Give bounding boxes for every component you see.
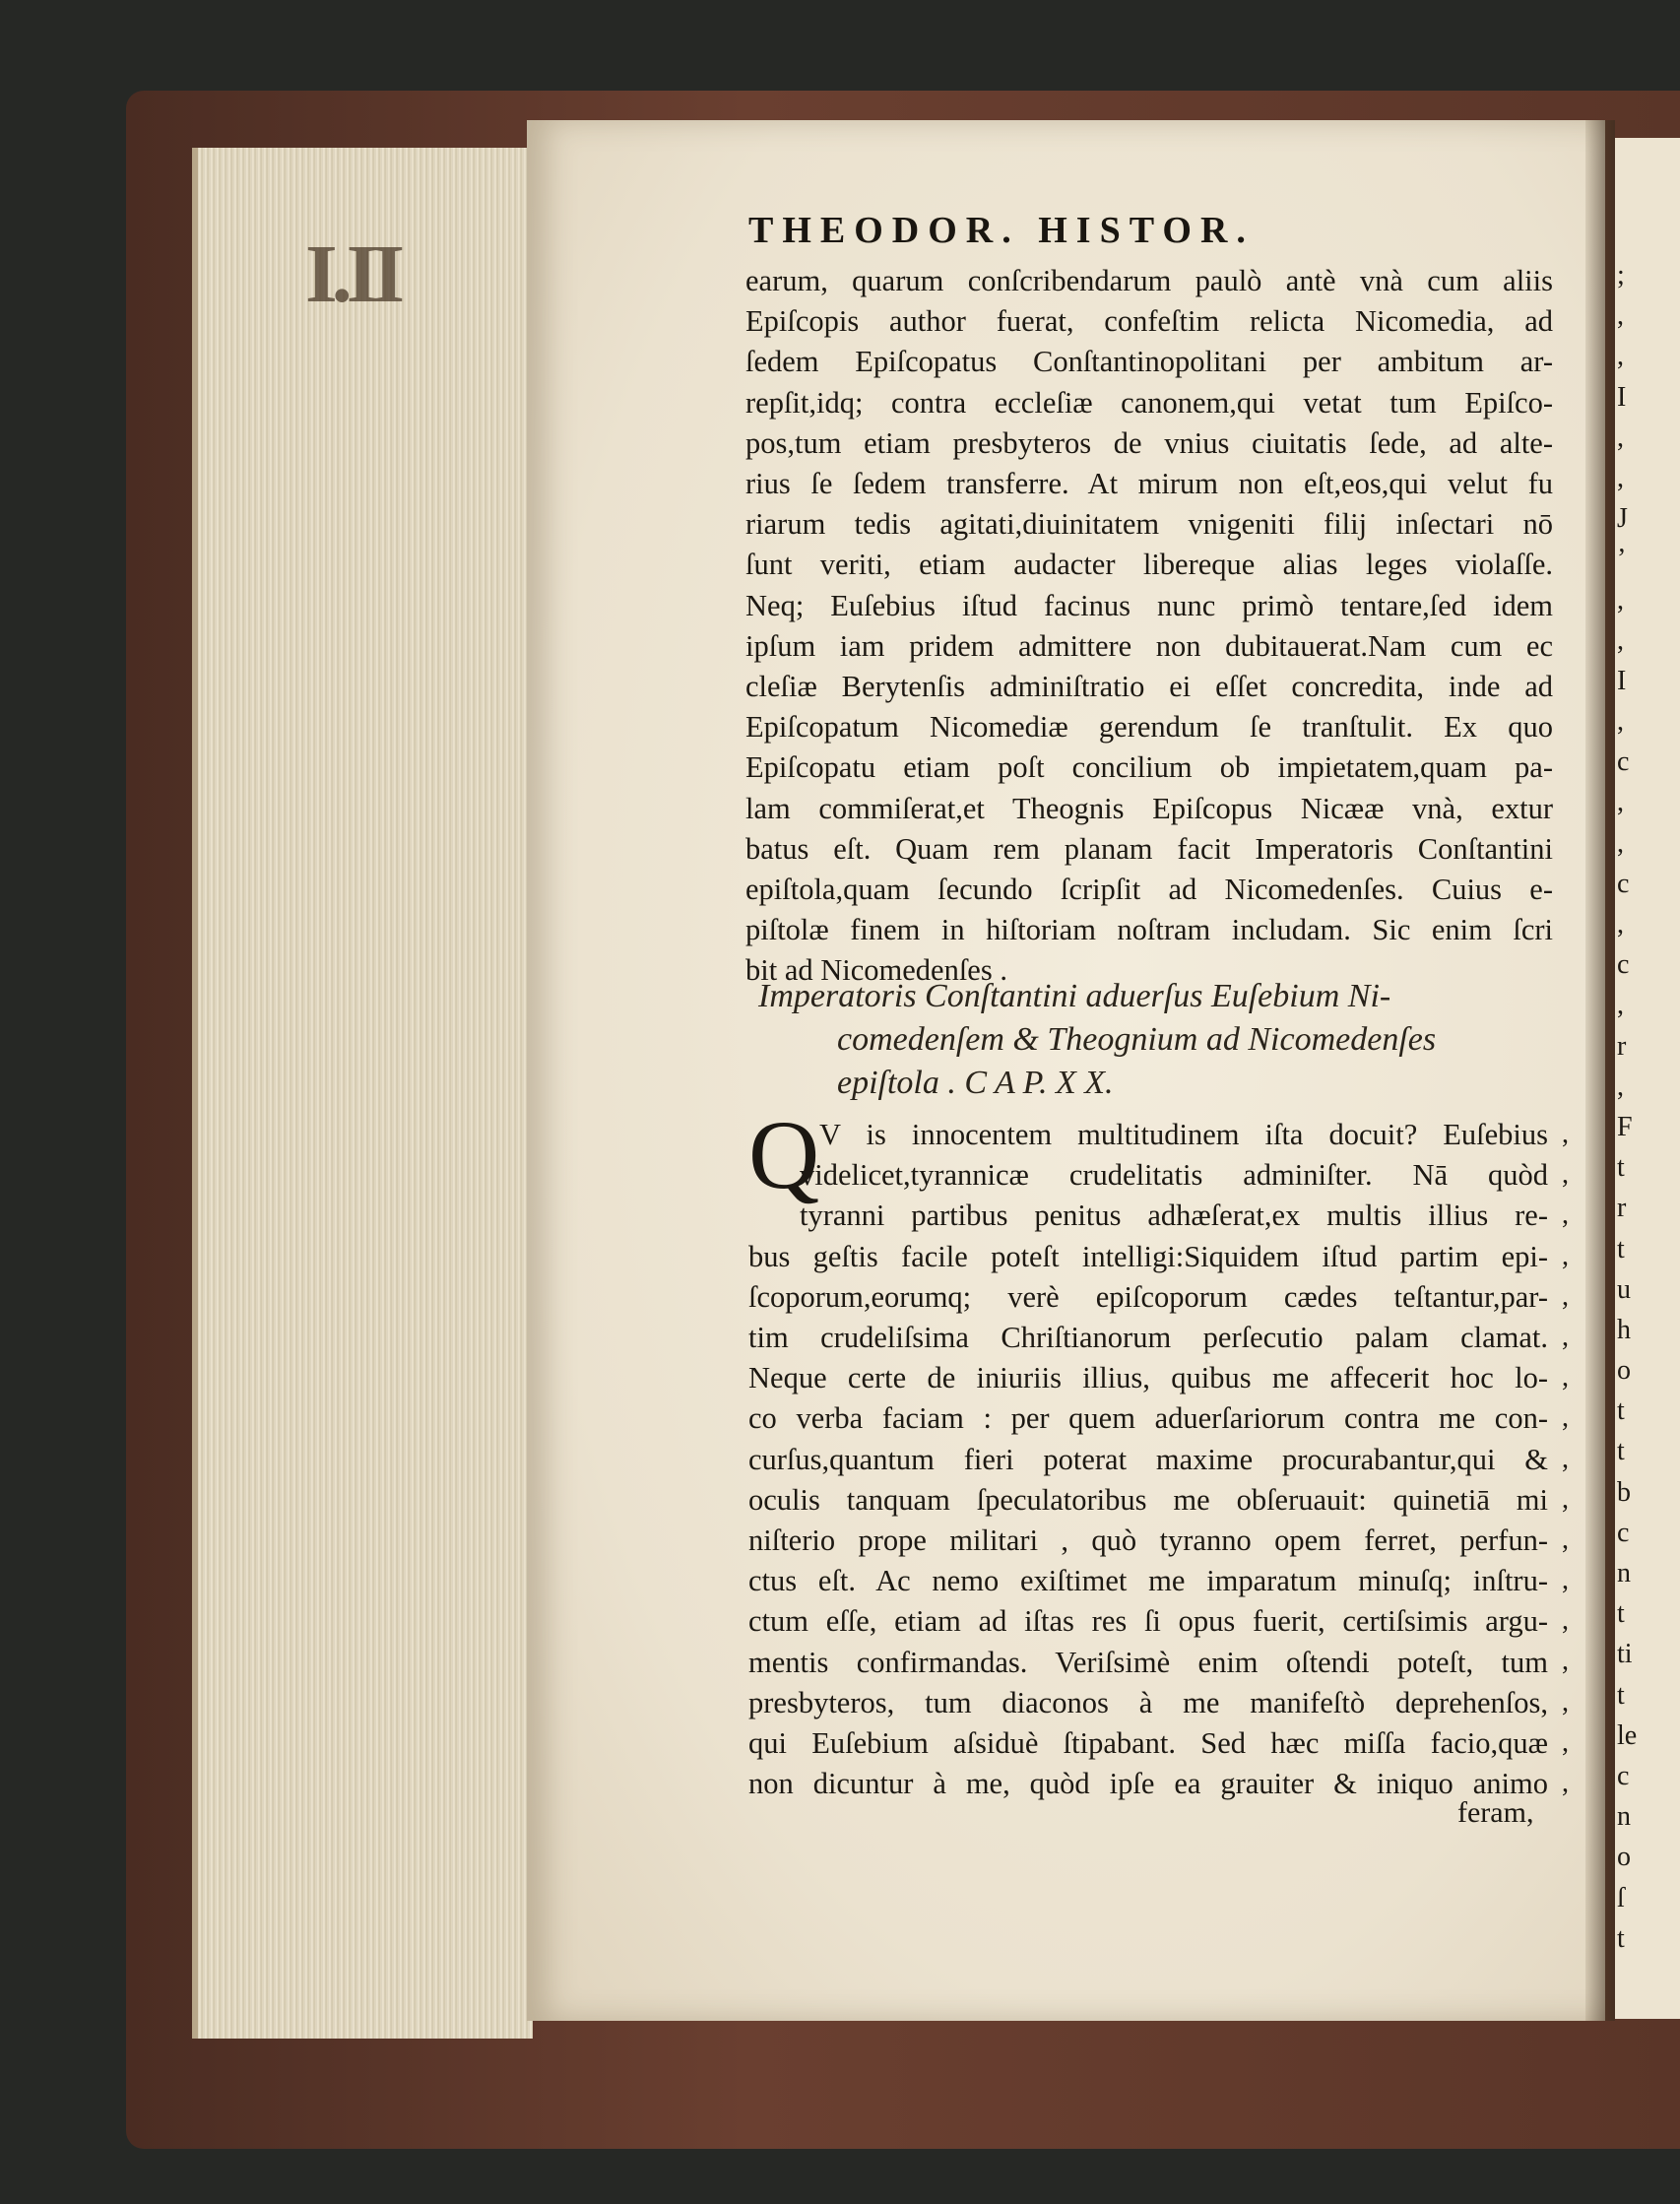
- edge-letter: ,: [1617, 584, 1624, 616]
- edge-letter: ſ: [1617, 1882, 1625, 1913]
- edge-letter: ,: [1617, 462, 1624, 493]
- heading-line: epiſtola . C A P. X X.: [837, 1065, 1114, 1101]
- edge-letter: ,: [1617, 827, 1624, 859]
- edge-letter: ti: [1617, 1639, 1633, 1670]
- catchword: feram,: [1457, 1796, 1534, 1829]
- edge-letter: n: [1617, 1558, 1631, 1588]
- text-line: epiſtola,quam ſecundo ſcripſit ad Nicomedenſes. Cuius e-: [745, 873, 1553, 907]
- letter-line: mentis confirmandas. Veriſsimè enim oſtendi poteſt, tum: [748, 1645, 1548, 1679]
- text-line: Neq; Euſebius iſtud facinus nunc primò tentare,ſed idem: [745, 588, 1553, 622]
- heading-line: comedenſem & Theognium ad Nicomedenſes: [837, 1021, 1437, 1058]
- text-line: ſedem Epiſcopatus Conſtantinopolitani per ambitum ar-: [745, 345, 1553, 379]
- edge-letter: F: [1617, 1111, 1633, 1142]
- edge-letter: ,: [1617, 421, 1624, 453]
- edge-letter: c: [1617, 1760, 1630, 1791]
- text-line: Epiſcopatum Nicomediæ gerendum ſe tranſtulit. Ex quo: [745, 710, 1553, 745]
- edge-letter: t: [1617, 1679, 1625, 1711]
- margin-comma: ,: [1562, 1726, 1569, 1758]
- margin-comma: ,: [1562, 1483, 1569, 1515]
- edge-letter: r: [1617, 1030, 1627, 1062]
- letter-line: tim crudeliſsima Chriſtianorum perſecutio palam clamat.: [748, 1321, 1548, 1355]
- edge-letter: t: [1617, 1395, 1625, 1427]
- edge-letter: u: [1617, 1273, 1631, 1305]
- edge-letter: t: [1617, 1598, 1625, 1630]
- text-line: bit ad Nicomedenſes .: [745, 953, 1007, 988]
- edge-letter: n: [1617, 1801, 1631, 1833]
- margin-comma: ,: [1562, 1686, 1569, 1718]
- page-edge-mark: I.II: [305, 228, 400, 320]
- edge-letter: ,: [1617, 909, 1624, 940]
- letter-line: non dicuntur à me, quòd ipſe ea grauiter & iniquo animo: [748, 1767, 1548, 1801]
- text-line: ſunt veriti, etiam audacter libereque alias leges violaſſe.: [745, 548, 1553, 582]
- text-line: piſtolæ finem in hiſtoriam noſtram includam. Sic enim ſcri: [745, 913, 1553, 947]
- letter-line: ctus eſt. Ac nemo exiſtimet me imparatum minuſq; inſtru-: [748, 1564, 1548, 1598]
- edge-letter: t: [1617, 1233, 1625, 1264]
- text-line: Epiſcopis author fuerat, confeſtim relicta Nicomedia, ad: [745, 304, 1553, 339]
- letter-line: curſus,quantum fieri poterat maxime procurabantur,qui &: [748, 1442, 1548, 1476]
- edge-letter: h: [1617, 1314, 1631, 1345]
- margin-comma: ,: [1562, 1321, 1569, 1352]
- edge-letter: c: [1617, 868, 1630, 899]
- edge-letter: ,: [1617, 706, 1624, 738]
- margin-comma: ,: [1562, 1565, 1569, 1596]
- edge-letter: ,: [1617, 1070, 1624, 1102]
- text-line: riarum tedis agitati,diuinitatem vnigeniti filij inſectari nō: [745, 507, 1553, 542]
- margin-comma: ,: [1562, 1523, 1569, 1555]
- edge-letter: o: [1617, 1355, 1631, 1387]
- margin-comma: ,: [1562, 1443, 1569, 1474]
- edge-letter: ,: [1617, 341, 1624, 372]
- edge-letter: o: [1617, 1842, 1631, 1873]
- edge-letter: t: [1617, 1922, 1625, 1954]
- edge-letter: t: [1617, 1152, 1625, 1184]
- edge-letter: ,: [1617, 990, 1624, 1021]
- page-block-edge: [192, 148, 533, 2039]
- text-line: earum, quarum conſcribendarum paulò antè vnà cum aliis: [745, 264, 1553, 297]
- next-page-edge-letters: [1617, 260, 1637, 1964]
- chapter-heading: [758, 975, 1546, 1105]
- book-gutter: [1585, 120, 1615, 2021]
- edge-letter: I: [1617, 381, 1627, 413]
- margin-comma: ,: [1562, 1119, 1569, 1149]
- edge-letter: b: [1617, 1476, 1631, 1508]
- text-line: batus eſt. Quam rem planam facit Imperatoris Conſtantini: [745, 831, 1553, 866]
- text-line: pos,tum etiam presbyteros de vnius ciuitatis ſede, ad alte-: [745, 425, 1553, 460]
- marginal-quotation-marks: [1562, 1119, 1569, 1808]
- letter-line: bus geſtis facile poteſt intelligi:Siquidem iſtud partim epi-: [748, 1239, 1548, 1273]
- text-line: Epiſcopatu etiam poſt concilium ob impietatem,quam pa-: [745, 750, 1553, 785]
- edge-letter: ,: [1617, 300, 1624, 332]
- letter-line: ctum eſſe, etiam ad iſtas res ſi opus fuerit, certiſsimis argu-: [748, 1604, 1548, 1639]
- letter-line: co verba faciam : per quem aduerſariorum contra me con-: [748, 1401, 1548, 1436]
- edge-letter: c: [1617, 1517, 1630, 1548]
- edge-letter: J: [1617, 503, 1628, 535]
- edge-letter: ,: [1617, 787, 1624, 818]
- running-head: THEODOR. HISTOR.: [748, 210, 1255, 251]
- text-line: ipſum iam pridem admittere non dubitauerat.Nam cum ec: [745, 628, 1553, 663]
- drop-cap: Q: [748, 1100, 820, 1209]
- edge-letter: c: [1617, 949, 1630, 981]
- letter-line: oculis tanquam ſpeculatoribus me obſeruauit: quinetiā mi: [748, 1482, 1548, 1517]
- text-line: cleſiæ Berytenſis adminiſtratio ei eſſet concredita, inde ad: [745, 670, 1553, 704]
- edge-letter: le: [1617, 1719, 1638, 1751]
- margin-comma: ,: [1562, 1280, 1569, 1312]
- edge-letter: ,: [1617, 624, 1624, 656]
- edge-letter: r: [1617, 1193, 1627, 1224]
- margin-comma: ,: [1562, 1768, 1569, 1798]
- edge-letter: ;: [1617, 260, 1625, 291]
- body-paragraph: [745, 261, 1553, 992]
- edge-letter: t: [1617, 1436, 1625, 1467]
- text-line: lam commiſerat,et Theognis Epiſcopus Nicææ vnà, extur: [745, 791, 1553, 825]
- letter-line: niſterio prope militari , quò tyranno opem ferret, perfun-: [748, 1523, 1548, 1558]
- edge-letter: c: [1617, 746, 1630, 778]
- margin-comma: ,: [1562, 1362, 1569, 1394]
- letter-line: ſcoporum,eorumq; verè epiſcoporum cædes teſtantur,par-: [748, 1279, 1548, 1314]
- margin-comma: ,: [1562, 1159, 1569, 1191]
- letter-line: tyranni partibus penitus adhæſerat,ex multis illius re-: [800, 1199, 1548, 1233]
- edge-letter: I: [1617, 665, 1627, 696]
- heading-line: Imperatoris Conſtantini aduerſus Euſebium Ni-: [758, 978, 1391, 1014]
- letter-line: V is innocentem multitudinem iſta docuit? Euſebius: [819, 1118, 1548, 1151]
- text-line: rius ſe ſedem transferre. At mirum non eſt,eos,qui velut fu: [745, 467, 1553, 501]
- letter-line: Neque certe de iniuriis illius, quibus me affecerit hoc lo-: [748, 1361, 1548, 1395]
- margin-comma: ,: [1562, 1240, 1569, 1271]
- margin-comma: ,: [1562, 1605, 1569, 1637]
- edge-letter: ’: [1617, 544, 1627, 575]
- letter-line: qui Euſebium aſsiduè ſtipabant. Sed hæc miſſa facio,quæ: [748, 1726, 1548, 1761]
- text-line: repſit,idq; contra eccleſiæ canonem,qui vetat tum Epiſco-: [745, 385, 1553, 420]
- margin-comma: ,: [1562, 1646, 1569, 1677]
- letter-line: presbyteros, tum diaconos à me manifeſtò deprehenſos,: [748, 1685, 1548, 1719]
- letter-line: videlicet,tyrannicæ crudelitatis adminiſter. Nā quòd: [800, 1158, 1548, 1193]
- margin-comma: ,: [1562, 1402, 1569, 1434]
- letter-text: [748, 1115, 1548, 1804]
- margin-comma: ,: [1562, 1199, 1569, 1231]
